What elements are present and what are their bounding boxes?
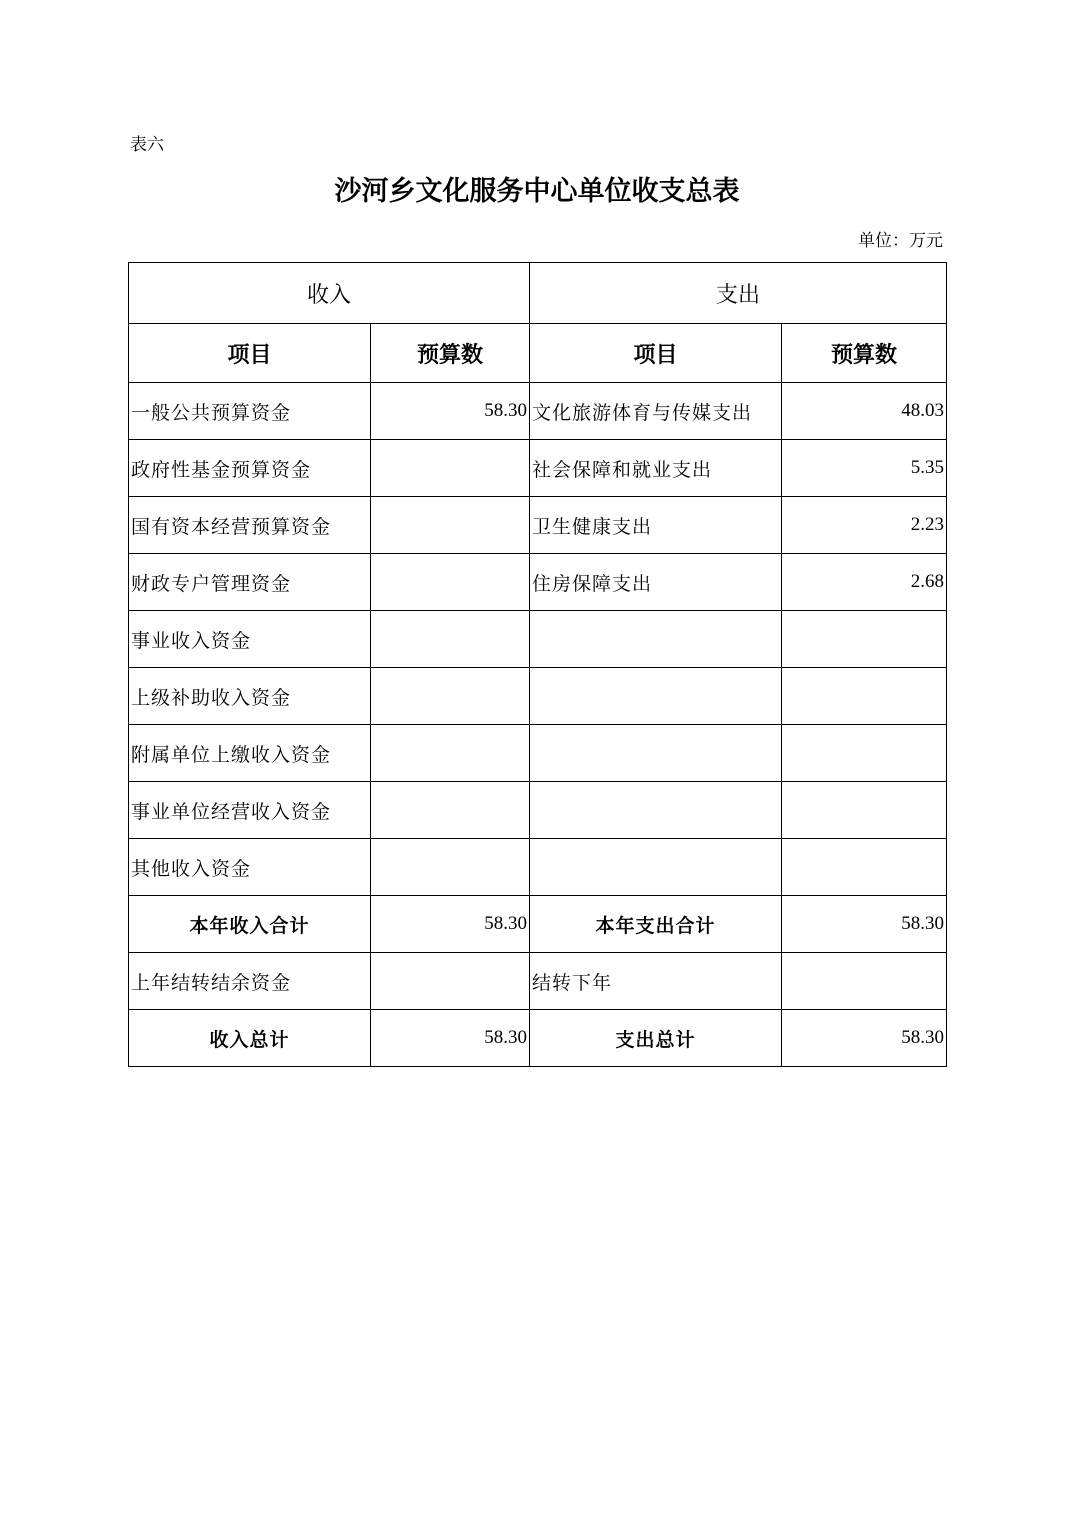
income-value-cell [371, 782, 530, 839]
carryover-expense-label: 结转下年 [530, 953, 782, 1010]
table-row [129, 497, 947, 554]
income-item-cell: 上级补助收入资金 [129, 668, 371, 725]
expense-item-cell: 文化旅游体育与传媒支出 [530, 383, 782, 440]
income-item-cell: 政府性基金预算资金 [129, 440, 371, 497]
income-value-cell [371, 554, 530, 611]
year-expense-total-value: 58.30 [782, 896, 947, 953]
expense-item-cell: 卫生健康支出 [530, 497, 782, 554]
grand-expense-total-value: 58.30 [782, 1010, 947, 1067]
expense-section-header: 支出 [530, 263, 947, 324]
expense-item-column-header: 项目 [530, 324, 782, 383]
carryover-income-label: 上年结转结余资金 [129, 953, 371, 1010]
table-row [129, 839, 947, 896]
income-item-column-header: 项目 [129, 324, 371, 383]
income-value-cell [371, 497, 530, 554]
carryover-expense-value [782, 953, 947, 1010]
income-budget-column-header: 预算数 [371, 324, 530, 383]
expense-item-cell [530, 668, 782, 725]
year-income-total-value: 58.30 [371, 896, 530, 953]
expense-item-cell: 住房保障支出 [530, 554, 782, 611]
income-section-header: 收入 [129, 263, 530, 324]
year-expense-total-label: 本年支出合计 [530, 896, 782, 953]
income-item-cell: 事业收入资金 [129, 611, 371, 668]
grand-income-total-value: 58.30 [371, 1010, 530, 1067]
expense-item-cell [530, 725, 782, 782]
income-value-cell [371, 668, 530, 725]
page-title: 沙河乡文化服务中心单位收支总表 [334, 176, 740, 207]
income-item-cell: 附属单位上缴收入资金 [129, 725, 371, 782]
income-value-cell [371, 440, 530, 497]
table-row [129, 440, 947, 497]
income-item-cell: 财政专户管理资金 [129, 554, 371, 611]
expense-item-cell: 社会保障和就业支出 [530, 440, 782, 497]
income-item-cell: 国有资本经营预算资金 [129, 497, 371, 554]
table-body [129, 263, 947, 1067]
expense-value-cell [782, 611, 947, 668]
column-header-row [129, 324, 947, 383]
expense-item-cell [530, 611, 782, 668]
income-value-cell [371, 839, 530, 896]
expense-value-cell [782, 668, 947, 725]
table-row [129, 611, 947, 668]
expense-item-cell [530, 782, 782, 839]
section-header-row [129, 263, 947, 324]
table-number-label: 表六 [130, 135, 164, 155]
carryover-row [129, 953, 947, 1010]
carryover-income-value [371, 953, 530, 1010]
budget-summary-table [128, 262, 947, 1067]
table-row [129, 725, 947, 782]
expense-budget-column-header: 预算数 [782, 324, 947, 383]
income-item-cell: 事业单位经营收入资金 [129, 782, 371, 839]
expense-value-cell [782, 725, 947, 782]
table-row [129, 554, 947, 611]
income-value-cell: 58.30 [371, 383, 530, 440]
grand-income-total-label: 收入总计 [129, 1010, 371, 1067]
expense-value-cell [782, 782, 947, 839]
income-value-cell [371, 725, 530, 782]
grand-total-row [129, 1010, 947, 1067]
expense-item-cell [530, 839, 782, 896]
table-row [129, 668, 947, 725]
unit-label: 单位：万元 [858, 231, 943, 251]
table-row [129, 383, 947, 440]
income-value-cell [371, 611, 530, 668]
expense-value-cell: 5.35 [782, 440, 947, 497]
expense-value-cell: 2.68 [782, 554, 947, 611]
grand-expense-total-label: 支出总计 [530, 1010, 782, 1067]
expense-value-cell [782, 839, 947, 896]
income-item-cell: 一般公共预算资金 [129, 383, 371, 440]
income-item-cell: 其他收入资金 [129, 839, 371, 896]
table-row [129, 782, 947, 839]
year-income-total-label: 本年收入合计 [129, 896, 371, 953]
expense-value-cell: 48.03 [782, 383, 947, 440]
expense-value-cell: 2.23 [782, 497, 947, 554]
year-total-row [129, 896, 947, 953]
